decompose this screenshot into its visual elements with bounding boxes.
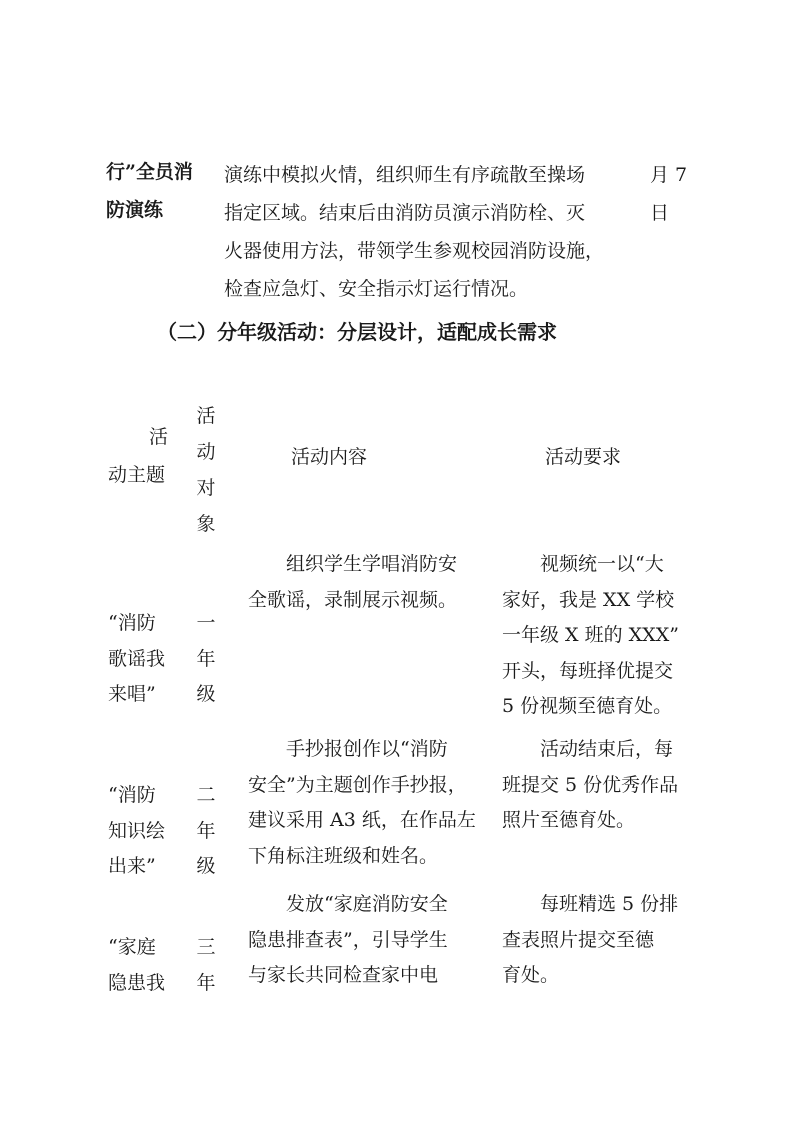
row-topic-line: 知识绘 (108, 819, 166, 842)
top-row-time-line: 月 7 (650, 164, 688, 186)
row-requirement-line: 一年级 X 班的 XXX” (502, 624, 679, 646)
row-requirement-line: 每班精选 5 份排 (502, 893, 679, 915)
row-grade-char: 级 (196, 855, 216, 877)
row-grade-char: 年 (196, 971, 216, 994)
row-requirement-line: 照片至德育处。 (502, 809, 636, 831)
header-target-char: 活 (196, 405, 216, 427)
row-topic (108, 930, 165, 1001)
row-content (248, 732, 476, 874)
row-topic-line: “消防 (108, 784, 156, 806)
row-topic (108, 778, 165, 885)
header-topic-line: 动主题 (108, 464, 166, 486)
row-requirement-line: 查表照片提交至德 (502, 928, 655, 951)
top-row-content (224, 156, 604, 308)
header-topic (108, 418, 172, 494)
row-topic-line: “消防 (108, 612, 156, 634)
row-grade (194, 778, 218, 885)
top-row-topic (106, 156, 193, 226)
top-row-content-line: 火器使用方法，带领学生参观校园消防设施， (224, 240, 605, 262)
row-topic-line: “家庭 (108, 936, 156, 958)
row-requirement-line: 育处。 (502, 964, 560, 986)
row-requirement-line: 家好，我是 XX 学校 (502, 588, 675, 611)
row-content-line: 与家长共同检查家中电 (248, 964, 439, 986)
top-row-content-line: 指定区域。结束后由消防员演示消防栓、灭 (224, 202, 586, 224)
row-content-line: 组织学生学唱消防安 (248, 553, 458, 575)
row-content-line: 全歌谣，录制展示视频。 (248, 588, 458, 611)
header-target-char: 动 (196, 441, 216, 463)
top-row-content-line: 检查应急灯、安全指示灯运行情况。 (224, 278, 529, 300)
row-topic-line: 来唱” (108, 683, 156, 705)
header-content: 活动内容 (291, 446, 368, 468)
row-topic-line: 出来” (108, 855, 156, 877)
row-requirement (502, 887, 678, 994)
row-topic (108, 606, 165, 713)
row-requirement-line: 视频统一以“大 (502, 553, 664, 575)
row-requirement (502, 732, 678, 839)
header-topic-line: 活 (148, 426, 168, 448)
row-grade-char: 级 (196, 683, 216, 705)
top-row-topic-line: 行”全员消 (106, 161, 193, 183)
header-target (194, 398, 218, 542)
row-requirement-line: 活动结束后，每 (502, 738, 674, 760)
row-content-line: 建议采用 A3 纸，在作品左 (248, 809, 476, 831)
section-heading: （二）分年级活动：分层设计，适配成长需求 (157, 320, 557, 344)
row-content (248, 887, 448, 994)
row-topic-line: 隐患我 (108, 971, 166, 994)
row-content (248, 547, 457, 618)
top-row-time (650, 156, 687, 232)
row-grade (194, 930, 218, 1001)
top-row-content-line: 演练中模拟火情，组织师生有序疏散至操场 (224, 164, 586, 186)
row-grade (194, 606, 218, 713)
row-grade-char: 年 (196, 819, 216, 842)
row-content-line: 安全”为主题创作手抄报， (248, 773, 467, 796)
row-grade-char: 一 (196, 612, 216, 634)
row-content-line: 手抄报创作以“消防 (248, 738, 448, 760)
row-grade-char: 三 (196, 936, 216, 958)
row-content-line: 发放“家庭消防安全 (248, 893, 448, 915)
top-row-time-line: 日 (650, 202, 670, 224)
row-grade-char: 年 (196, 647, 216, 670)
row-requirement-line: 5 份视频至德育处。 (502, 695, 673, 717)
top-row-topic-line: 防演练 (106, 199, 164, 221)
row-requirement (502, 547, 679, 725)
row-requirement-line: 开头，每班择优提交 (502, 659, 674, 682)
row-content-line: 下角标注班级和姓名。 (248, 844, 439, 867)
row-content-line: 隐患排查表”，引导学生 (248, 928, 448, 951)
row-requirement-line: 班提交 5 份优秀作品 (502, 773, 679, 796)
header-target-char: 象 (196, 513, 216, 535)
row-grade-char: 二 (196, 784, 216, 806)
header-requirement: 活动要求 (545, 446, 622, 468)
row-topic-line: 歌谣我 (108, 647, 166, 670)
header-target-char: 对 (196, 477, 216, 499)
